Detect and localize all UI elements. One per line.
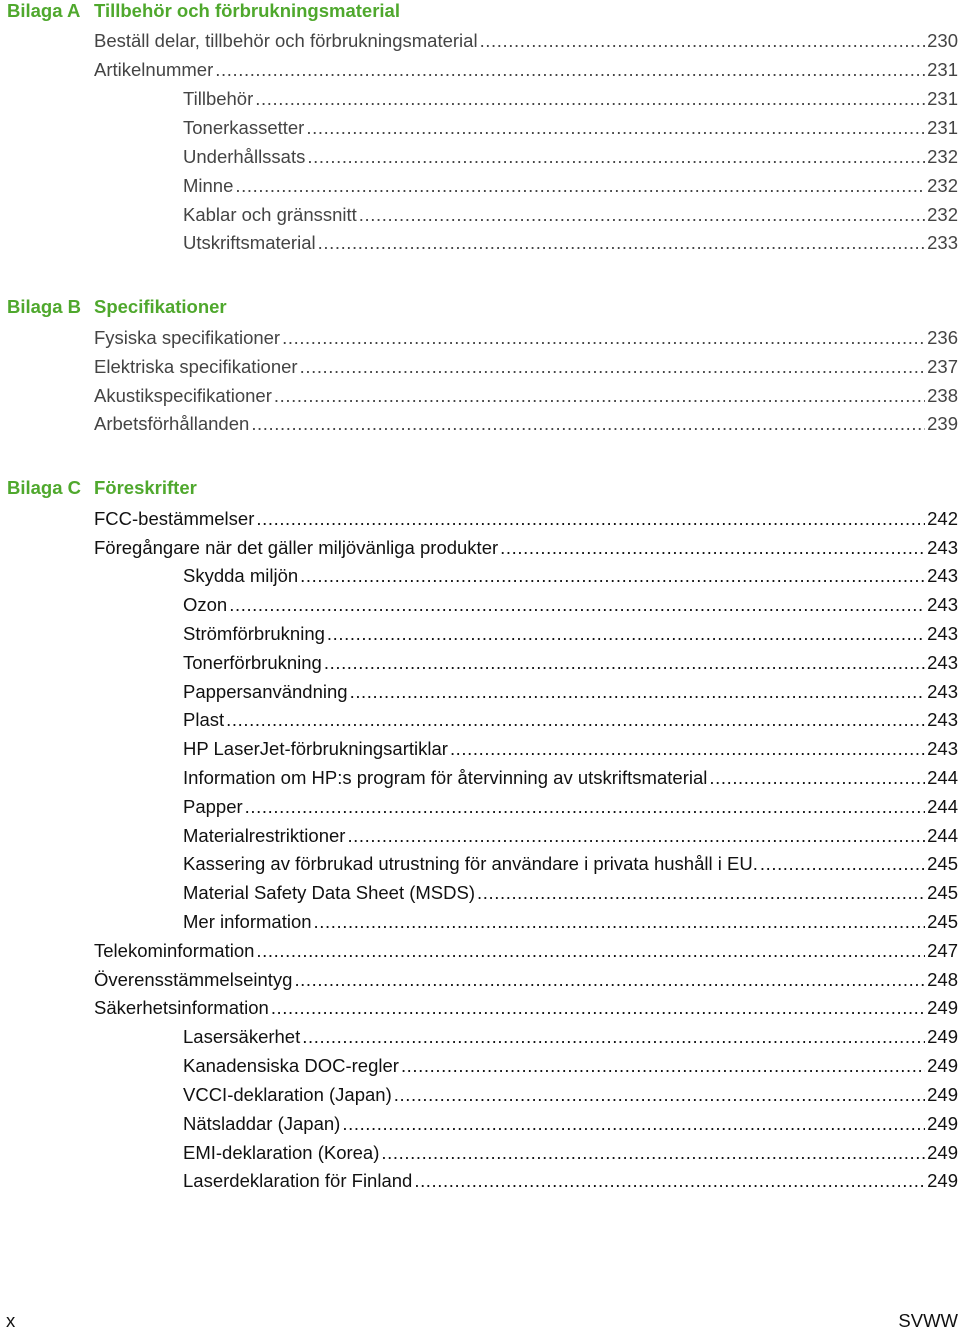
toc-entry-text: Strömförbrukning [183,623,325,644]
toc-entry-text: Laserdeklaration för Finland [183,1170,413,1191]
toc-entry-text: Minne [183,175,234,196]
toc-entry-text: Akustikspecifikationer [94,385,272,406]
toc-entry[interactable] [183,1026,958,1050]
toc-entry-text: FCC-bestämmelser [94,508,255,529]
toc-entry[interactable] [183,1170,958,1194]
toc-entry-page: 249 [927,1026,958,1047]
toc-entry-text: Kanadensiska DOC-regler [183,1055,399,1076]
leader-dots [394,1084,925,1106]
toc-entry-page: 244 [927,825,958,846]
toc-entry-text: Telekominformation [94,940,255,961]
toc-entry-page: 242 [927,508,958,529]
toc-entry-page: 233 [927,232,958,253]
leader-dots [306,117,925,139]
toc-entry-page: 231 [927,59,958,80]
toc-entry-page: 232 [927,204,958,225]
toc-entry-text: Plast [183,709,225,730]
toc-entry-page: 249 [927,1084,958,1105]
leader-dots [500,537,925,559]
appendix-c-heading [7,477,197,501]
toc-entry-page: 249 [927,1142,958,1163]
toc-entry-page: 232 [927,175,958,196]
leader-dots [760,853,925,875]
toc-entry[interactable] [183,882,958,906]
toc-entry[interactable] [183,853,958,877]
toc-entry-text: HP LaserJet-förbrukningsartiklar [183,738,448,759]
toc-entry-text: Utskriftsmaterial [183,232,316,253]
leader-dots [300,356,926,378]
toc-entry[interactable] [94,327,958,351]
toc-entry[interactable] [183,738,958,762]
toc-entry-text: Elektriska specifikationer [94,356,298,377]
toc-entry-page: 249 [927,997,958,1018]
appendix-label: Bilaga A [7,0,81,21]
toc-entry-page: 230 [927,30,958,51]
toc-entry-text: Överensstämmelseintyg [94,969,293,990]
toc-entry-text: Tillbehör [183,88,254,109]
leader-dots [318,232,926,254]
toc-entry-page: 243 [927,537,958,558]
appendix-b-heading [7,296,227,320]
toc-entry[interactable] [183,623,958,647]
toc-entry[interactable] [94,537,958,561]
footer-page-number: x [6,1310,16,1331]
toc-entry-page: 238 [927,385,958,406]
toc-entry-text: Material Safety Data Sheet (MSDS) [183,882,475,903]
leader-dots [229,594,925,616]
toc-entry-text: Tonerförbrukning [183,652,322,673]
toc-entry-page: 244 [927,767,958,788]
toc-entry-text: EMI-deklaration (Korea) [183,1142,380,1163]
toc-entry[interactable] [183,1084,958,1108]
leader-dots [359,204,925,226]
toc-entry-page: 243 [927,738,958,759]
toc-entry-text: Beställ delar, tillbehör och förbrukningsmaterial [94,30,478,51]
toc-entry-text: Skydda miljön [183,565,299,586]
toc-entry-page: 248 [927,969,958,990]
toc-entry-text: Papper [183,796,243,817]
toc-entry[interactable] [94,385,958,409]
toc-entry-page: 243 [927,652,958,673]
toc-entry[interactable] [183,175,958,199]
toc-entry-text: Mer information [183,911,312,932]
leader-dots [347,825,925,847]
leader-dots [274,385,925,407]
toc-entry[interactable] [183,204,958,228]
toc-entry-text: Artikelnummer [94,59,214,80]
leader-dots [235,175,925,197]
toc-entry[interactable] [183,825,958,849]
toc-entry-page: 231 [927,117,958,138]
toc-entry[interactable] [183,652,958,676]
leader-dots [294,969,925,991]
leader-dots [477,882,925,904]
toc-entry[interactable] [183,117,958,141]
toc-entry-text: Nätsladdar (Japan) [183,1113,341,1134]
toc-entry-text: Föregångare när det gäller miljövänliga produkter [94,537,499,558]
leader-dots [709,767,925,789]
appendix-label: Bilaga C [7,477,82,498]
toc-entry[interactable] [183,681,958,705]
leader-dots [381,1142,925,1164]
toc-entry-text: Fysiska specifikationer [94,327,281,348]
toc-entry[interactable] [183,146,958,170]
toc-entry[interactable] [183,709,958,733]
toc-entry[interactable] [183,911,958,935]
toc-entry[interactable] [183,1142,958,1166]
leader-dots [256,940,925,962]
toc-entry[interactable] [94,59,958,83]
toc-entry-text: Arbetsförhållanden [94,413,250,434]
toc-entry-page: 236 [927,327,958,348]
leader-dots [350,681,926,703]
toc-entry-page: 243 [927,623,958,644]
toc-entry[interactable] [94,413,958,437]
toc-entry-page: 231 [927,88,958,109]
toc-entry[interactable] [183,767,958,791]
toc-entry[interactable] [94,508,958,532]
leader-dots [324,652,925,674]
leader-dots [215,59,925,81]
leader-dots [314,911,926,933]
toc-entry-text: Tonerkassetter [183,117,305,138]
toc-entry-page: 243 [927,681,958,702]
toc-entry-text: VCCI-deklaration (Japan) [183,1084,392,1105]
appendix-title: Föreskrifter [94,477,197,498]
toc-entry-page: 245 [927,911,958,932]
toc-entry-page: 249 [927,1055,958,1076]
toc-entry-page: 247 [927,940,958,961]
leader-dots [327,623,925,645]
leader-dots [302,1026,925,1048]
appendix-title: Specifikationer [94,296,227,317]
toc-entry-page: 249 [927,1113,958,1134]
toc-entry-page: 244 [927,796,958,817]
leader-dots [342,1113,925,1135]
leader-dots [401,1055,925,1077]
appendix-title: Tillbehör och förbrukningsmaterial [94,0,400,21]
toc-entry-text: Kassering av förbrukad utrustning för användare i privata hushåll i EU. [183,853,758,874]
leader-dots [480,30,926,52]
toc-entry-page: 243 [927,709,958,730]
toc-entry[interactable] [183,594,958,618]
toc-entry-text: Lasersäkerhet [183,1026,301,1047]
toc-entry-text: Pappersanvändning [183,681,348,702]
appendix-label: Bilaga B [7,296,82,317]
toc-entry[interactable] [94,356,958,380]
appendix-a-heading [7,0,400,24]
leader-dots [450,738,925,760]
toc-entry-text: Säkerhetsinformation [94,997,269,1018]
toc-entry-page: 249 [927,1170,958,1191]
leader-dots [300,565,925,587]
toc-entry[interactable] [183,1113,958,1137]
leader-dots [414,1170,925,1192]
leader-dots [245,796,925,818]
leader-dots [256,508,925,530]
leader-dots [226,709,925,731]
leader-dots [307,146,925,168]
toc-entry-page: 237 [927,356,958,377]
leader-dots [251,413,925,435]
toc-entry-text: Kablar och gränssnitt [183,204,357,225]
toc-entry-page: 245 [927,882,958,903]
toc-entry-page: 239 [927,413,958,434]
leader-dots [271,997,925,1019]
toc-entry-page: 243 [927,594,958,615]
toc-entry-page: 245 [927,853,958,874]
toc-entry[interactable] [183,565,958,589]
toc-entry-text: Information om HP:s program för återvinning av utskriftsmaterial [183,767,708,788]
toc-entry[interactable] [183,1055,958,1079]
toc-entry-page: 243 [927,565,958,586]
footer-doc-code: SVWW [898,1310,958,1331]
toc-entry[interactable] [94,940,958,964]
leader-dots [282,327,925,349]
toc-entry[interactable] [183,232,958,256]
toc-entry[interactable] [94,30,958,54]
toc-entry-text: Ozon [183,594,228,615]
toc-entry[interactable] [94,997,958,1021]
toc-entry-page: 232 [927,146,958,167]
toc-entry-text: Materialrestriktioner [183,825,346,846]
toc-entry[interactable] [94,969,958,993]
toc-entry[interactable] [183,796,958,820]
toc-entry-text: Underhållssats [183,146,306,167]
toc-entry[interactable] [183,88,958,112]
leader-dots [255,88,925,110]
